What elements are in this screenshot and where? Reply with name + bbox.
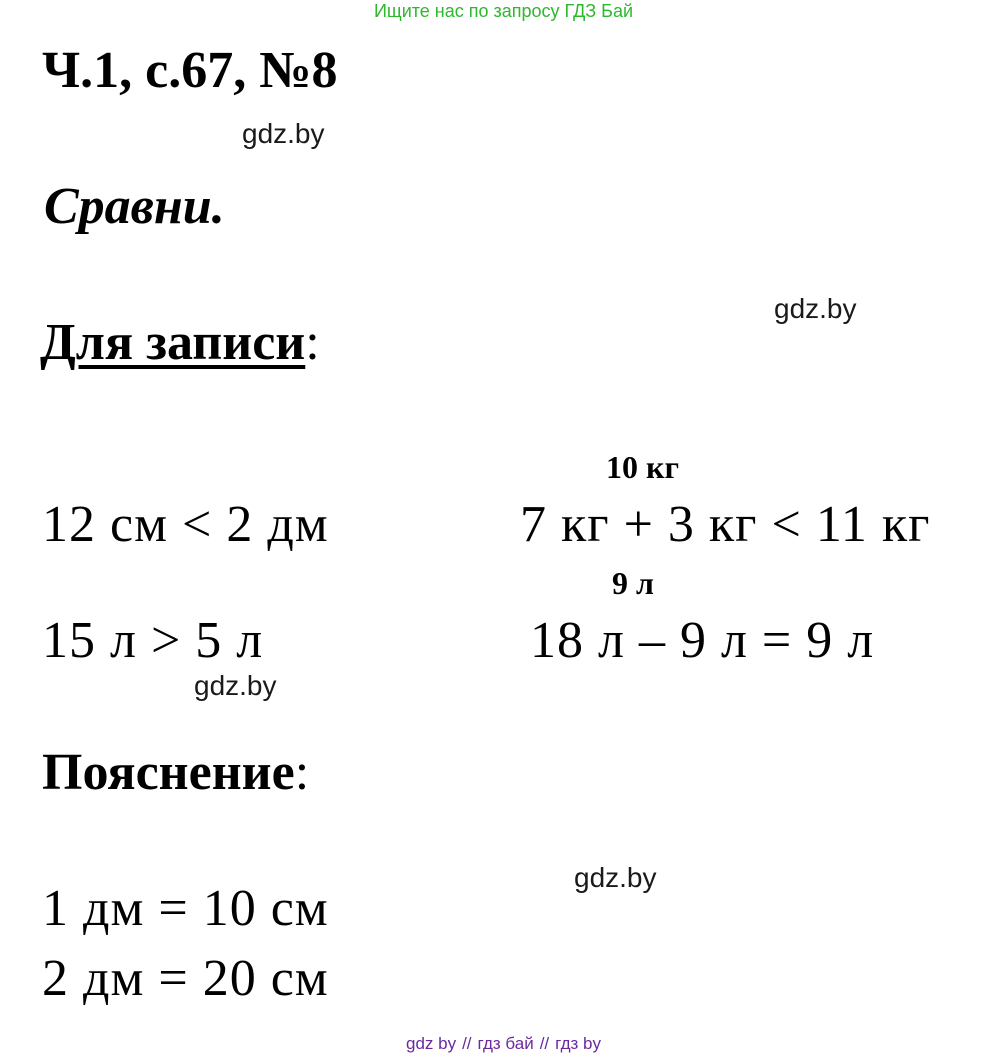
record-section-heading [40,314,320,371]
comparison-expression: 15 л > 5 л [42,612,264,669]
footer [0,1034,1007,1054]
comparison-expression: 7 кг + 3 кг < 11 кг [520,496,931,553]
explanation-section-label: Пояснение [42,744,295,801]
record-section-colon: : [305,314,320,371]
footer-separator: // [539,1034,550,1053]
explanation-line: 2 дм = 20 см [42,950,329,1007]
page-title: Ч.1, с.67, №8 [42,42,338,99]
comparison-expression: 12 см < 2 дм [42,496,329,553]
sum-note: 10 кг [606,449,679,485]
watermark: gdz.by [574,862,657,893]
explanation-line: 1 дм = 10 см [42,880,329,937]
explanation-section-heading [42,744,309,801]
watermark: gdz.by [242,118,325,149]
footer-separator: // [462,1034,472,1053]
comparison-expression: 18 л – 9 л = 9 л [530,612,875,669]
difference-note: 9 л [612,565,654,601]
footer-link[interactable]: гдз бай [477,1034,534,1053]
record-section-label: Для записи [40,314,306,371]
explanation-section-colon: : [294,744,310,801]
top-banner: Ищите нас по запросу ГДЗ Бай [373,1,634,21]
watermark: gdz.by [774,293,857,324]
task-instruction: Сравни. [44,178,225,235]
footer-link[interactable]: gdz by [405,1034,457,1053]
watermark: gdz.by [194,670,277,701]
footer-link[interactable]: гдз by [555,1034,601,1053]
